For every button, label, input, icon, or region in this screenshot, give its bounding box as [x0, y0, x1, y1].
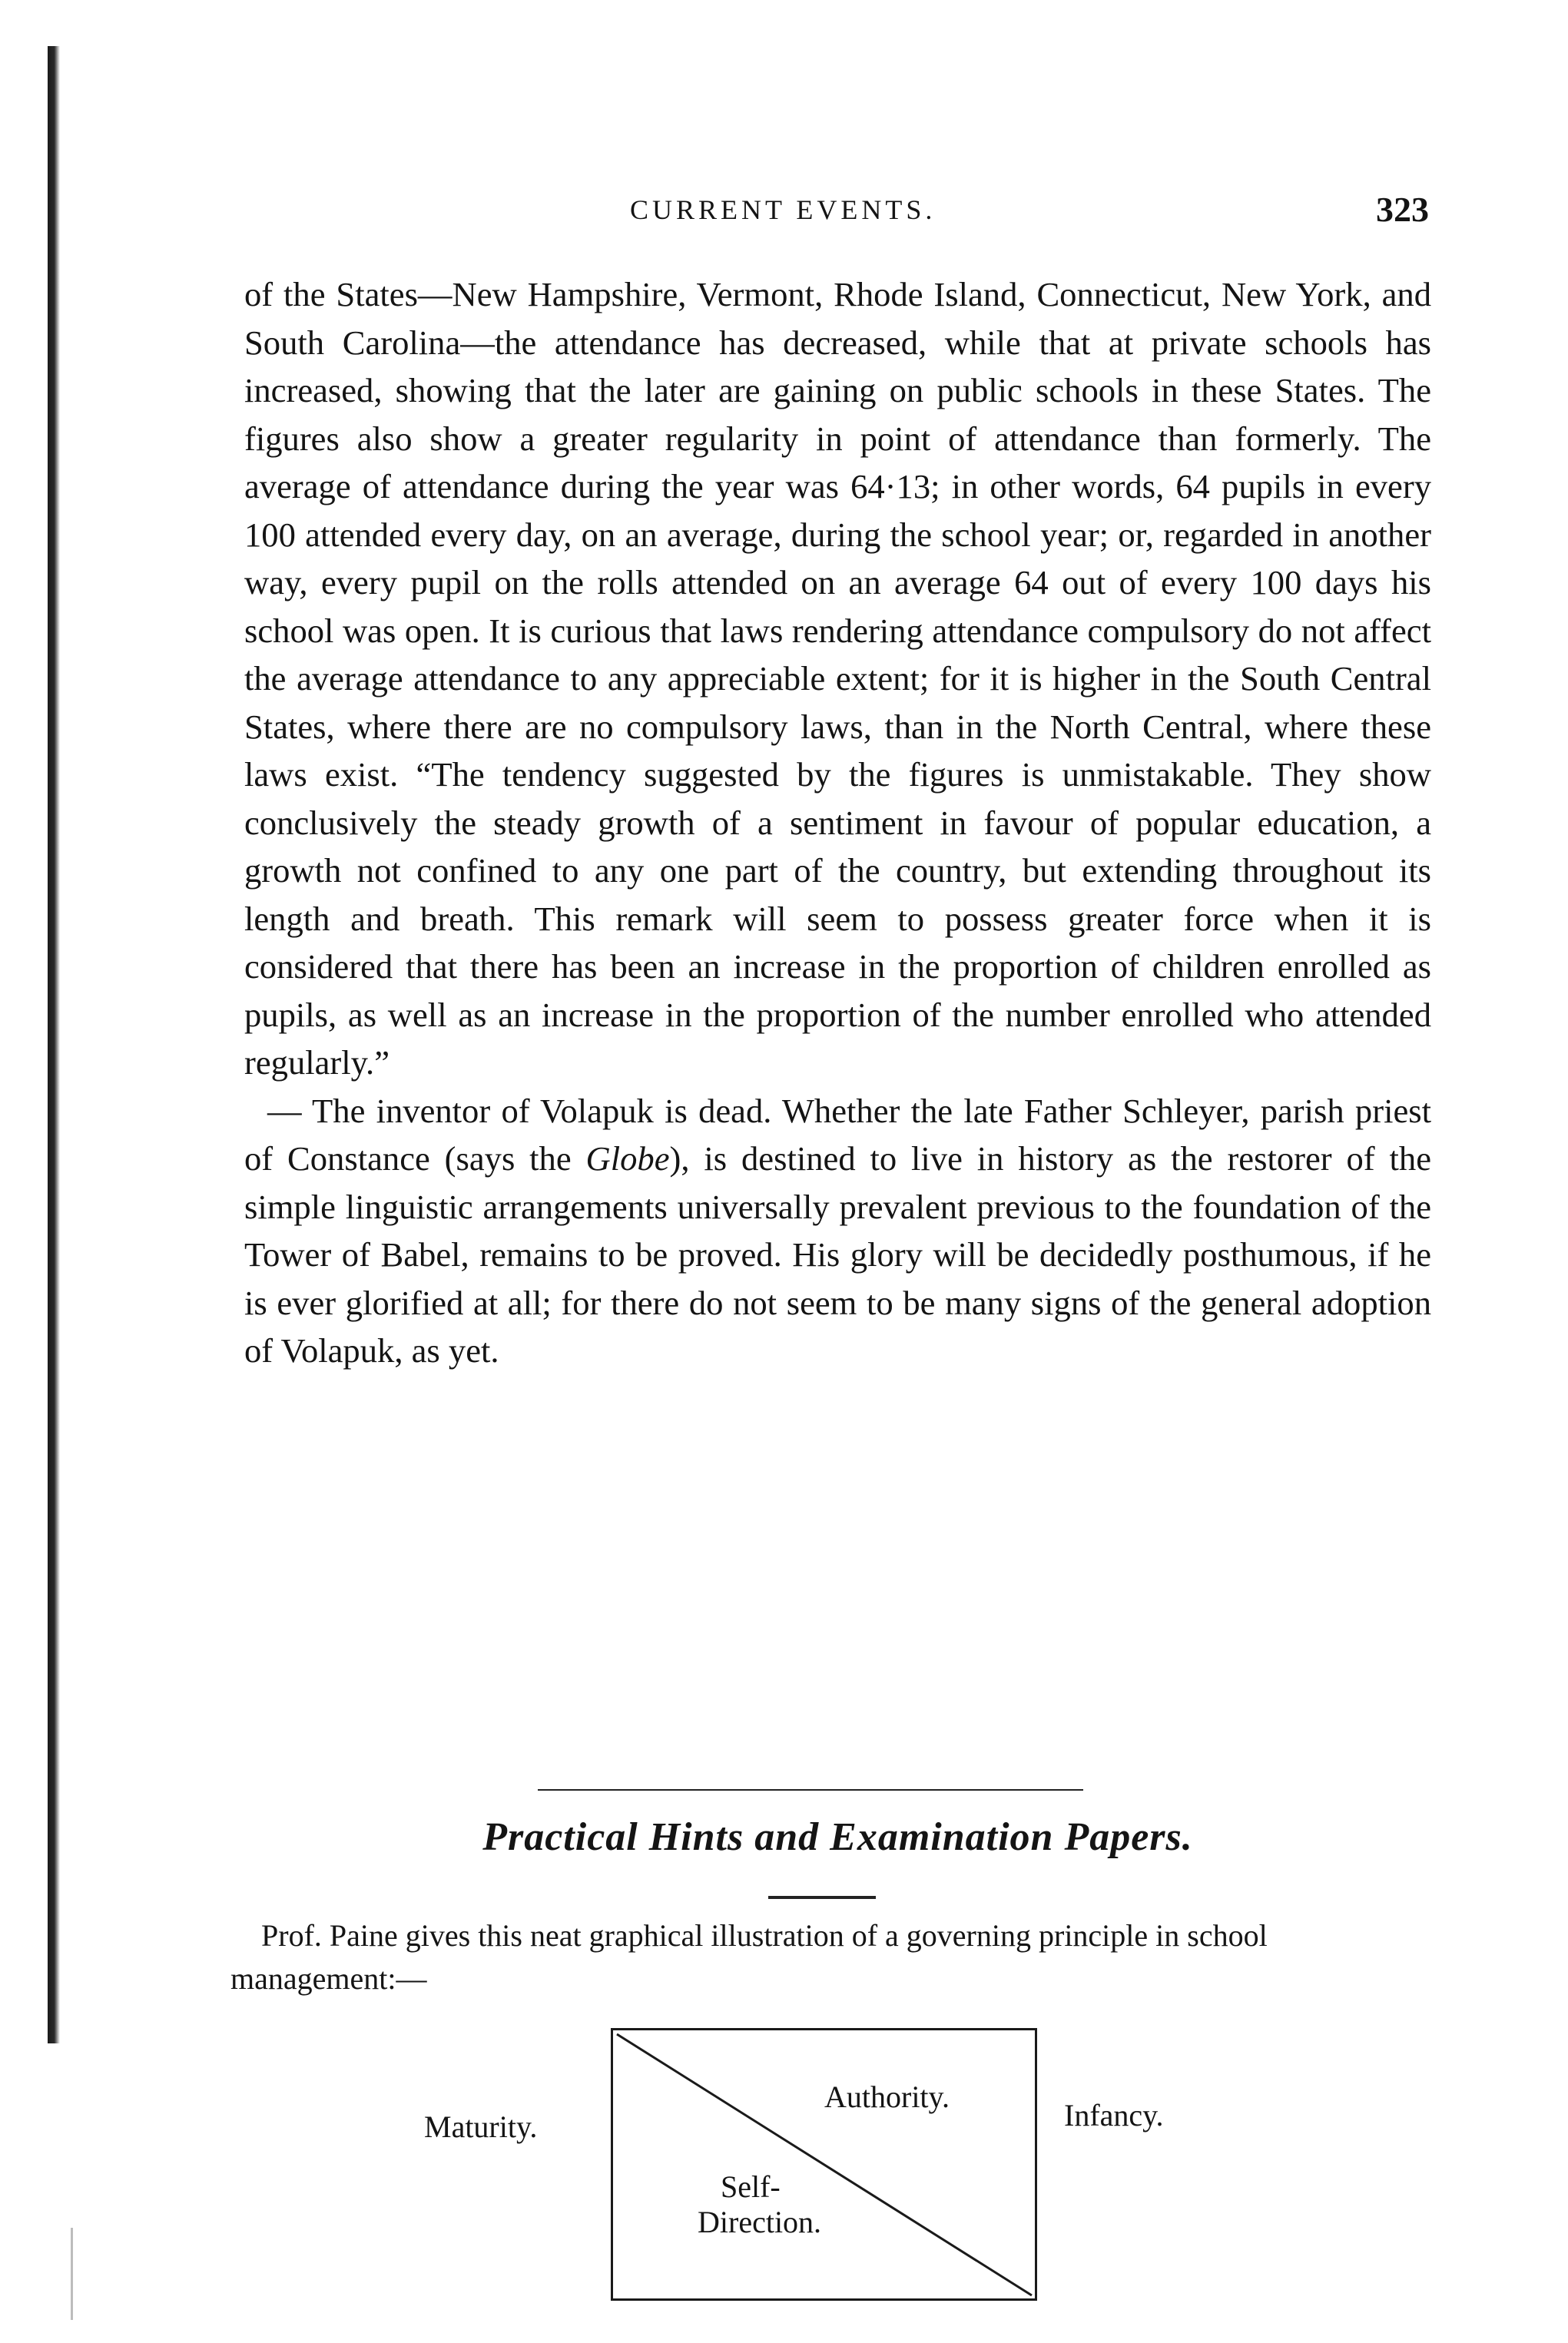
article-text: [244, 270, 1431, 1375]
self-direction-line1: Self-: [721, 2169, 781, 2204]
section-heading: Practical Hints and Examination Papers.: [482, 1815, 1193, 1859]
scan-edge-mark: [71, 2228, 73, 2320]
section-divider: [538, 1789, 1083, 1791]
self-direction-line2: Direction.: [698, 2205, 822, 2239]
heading-rule: [768, 1896, 876, 1899]
diagram-diagonal: [613, 2030, 1039, 2303]
volapuk-text-start: — The inventor of Volapuk is dead. Whether the late Father Schleyer, parish priest of Constance (says the: [244, 1091, 1431, 1178]
globe-title: Globe: [585, 1139, 670, 1178]
authority-label: Authority.: [824, 2080, 950, 2114]
maturity-label: Maturity.: [424, 2109, 538, 2144]
page-number: 323: [1376, 190, 1429, 229]
paragraph-attendance: of the States—New Hampshire, Vermont, Rhode Island, Connecticut, New York, and South Carolina—the attendance has decreased, while that at private schools has increased, showing that the later are gaining on public schools in these States. The figures also show a greater regularity in point of attendance than formerly. The average of attendance during the year was 64·13; in other words, 64 pupils in every 100 attended every day, on an average, during the school year; or, regarded in another way, every pupil on the rolls attended on an average 64 out of every 100 days his school was open. It is curious that laws rendering attendance compulsory do not affect the average attendance to any appreciable extent; for it is higher in the South Central States, where there are no compulsory laws, than in the North Central, where these laws exist. “The tendency suggested by the figures is unmistakable. They show conclusively the steady growth of a sentiment in favour of popular education, a growth not confined to any one part of the country, but extending throughout its length and breath. This remark will seem to possess greater force when it is considered that there has been an increase in the proportion of children enrolled as pupils, as well as an increase in the proportion of the number enrolled who attended regularly.”: [244, 275, 1431, 1082]
running-title: CURRENT EVENTS.: [630, 194, 936, 225]
intro-paragraph: Prof. Paine gives this neat graphical illustration of a governing principle in school management:—: [230, 1918, 1268, 1996]
running-head: [246, 190, 1429, 240]
infancy-label: Infancy.: [1064, 2098, 1164, 2133]
diagram-intro: [230, 1914, 1433, 2000]
scan-edge-shadow: [48, 46, 60, 2043]
governing-principle-diagram: [611, 2028, 1037, 2301]
volapuk-text-end: ), is destined to live in history as the restorer of the simple linguistic arrangements universally prevalent previous to the foundation of the Tower of Babel, remains to be proved. His glory will be decidedly posthumous, if he is ever glorified at all; for there do not seem to be many signs of the general adoption of Volapuk, as yet.: [244, 1139, 1432, 1370]
paragraph-volapuk: [244, 1087, 1431, 1375]
